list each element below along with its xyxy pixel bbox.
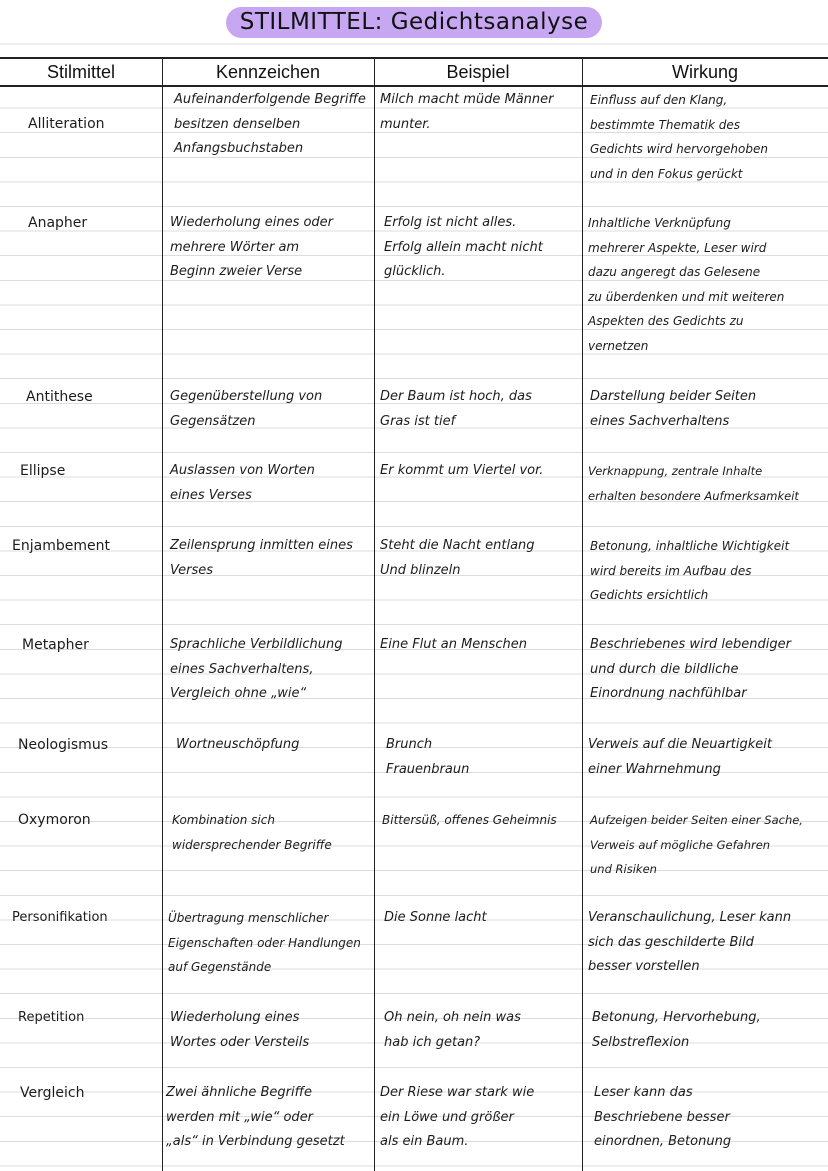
wirkung-cell: Verweis auf die Neuartigkeit einer Wahrnehmung	[588, 737, 772, 777]
term-ellipse: Ellipse	[20, 463, 66, 479]
beispiel-cell: Milch macht müde Männer munter.	[380, 92, 554, 132]
beispiel-cell: Der Riese war stark wie ein Löwe und größer als ein Baum.	[380, 1085, 535, 1150]
wirkung-cell: Betonung, Hervorhebung, Selbstreflexion	[592, 1010, 761, 1050]
wirkung-cell: Aufzeigen beider Seiten einer Sache, Verweis auf mögliche Gefahren und Risiken	[590, 813, 803, 877]
beispiel-cell: Der Baum ist hoch, das Gras ist tief	[380, 389, 532, 429]
kennzeichen-cell: Gegenüberstellung von Gegensätzen	[170, 389, 323, 429]
title-bar	[0, 4, 828, 38]
kennzeichen-cell: Kombination sich widersprechender Begriffe	[172, 813, 332, 852]
beispiel-cell: Oh nein, oh nein was hab ich getan?	[384, 1010, 521, 1050]
beispiel-cell: Die Sonne lacht	[384, 910, 487, 925]
term-vergleich: Vergleich	[20, 1085, 85, 1101]
term-metapher: Metapher	[22, 637, 89, 653]
header-kennzeichen: Kennzeichen	[215, 62, 321, 82]
beispiel-cell: Er kommt um Viertel vor.	[380, 463, 544, 478]
kennzeichen-cell: Wiederholung eines oder mehrere Wörter am Beginn zweier Verse	[170, 215, 334, 280]
kennzeichen-cell: Aufeinanderfolgende Begriffe besitzen denselben Anfangsbuchstaben	[174, 92, 366, 157]
kennzeichen-cell: Auslassen von Worten eines Verses	[170, 463, 315, 503]
header-wirkung: Wirkung	[671, 62, 738, 82]
wirkung-cell: Einfluss auf den Klang, bestimmte Thematik des Gedichts wird hervorgehoben und in den Fokus gerückt	[590, 93, 768, 181]
kennzeichen-cell: Wortneuschöpfung	[176, 737, 300, 752]
header-beispiel: Beispiel	[446, 62, 510, 82]
table-header	[0, 57, 828, 87]
beispiel-cell: Steht die Nacht entlang Und blinzeln	[380, 538, 535, 578]
wirkung-cell: Darstellung beider Seiten eines Sachverhaltens	[590, 389, 757, 429]
wirkung-cell: Veranschaulichung, Leser kann sich das geschilderte Bild besser vorstellen	[588, 910, 792, 975]
term-antithese: Antithese	[26, 389, 93, 405]
wirkung-cell: Leser kann das Beschriebene besser einordnen, Betonung	[594, 1085, 732, 1150]
beispiel-cell: Eine Flut an Menschen	[380, 637, 527, 652]
kennzeichen-cell: Sprachliche Verbildlichung eines Sachverhaltens, Vergleich ohne „wie“	[170, 637, 343, 702]
wirkung-cell: Betonung, inhaltliche Wichtigkeit wird bereits im Aufbau des Gedichts ersichtlich	[590, 539, 790, 603]
wirkung-cell: Inhaltliche Verknüpfung mehrerer Aspekte, Leser wird dazu angeregt das Gelesene zu überdenken und mit weiteren Aspekten des Gedichts zu vernetzen	[588, 216, 785, 353]
page-title: STILMITTEL: Gedichtsanalyse	[226, 7, 603, 38]
kennzeichen-cell: Wiederholung eines Wortes oder Versteils	[170, 1010, 310, 1050]
header-stilmittel: Stilmittel	[46, 62, 115, 82]
wirkung-cell: Beschriebenes wird lebendiger und durch die bildliche Einordnung nachfühlbar	[590, 637, 791, 702]
term-anapher: Anapher	[28, 215, 88, 231]
term-alliteration: Alliteration	[28, 116, 105, 132]
term-oxymoron: Oxymoron	[18, 812, 91, 828]
beispiel-cell: Brunch Frauenbraun	[386, 737, 470, 777]
column-divider	[162, 57, 163, 1171]
kennzeichen-cell: Zwei ähnliche Begriffe werden mit „wie“ oder „als“ in Verbindung gesetzt	[166, 1085, 345, 1150]
column-divider	[374, 57, 375, 1171]
beispiel-cell: Bittersüß, offenes Geheimnis	[382, 813, 557, 827]
term-neologismus: Neologismus	[18, 737, 108, 753]
term-personifikation: Personifikation	[12, 910, 108, 925]
term-enjambement: Enjambement	[12, 538, 110, 554]
wirkung-cell: Verknappung, zentrale Inhalte erhalten besondere Aufmerksamkeit	[588, 464, 799, 503]
kennzeichen-cell: Zeilensprung inmitten eines Verses	[170, 538, 353, 578]
term-repetition: Repetition	[18, 1010, 85, 1025]
kennzeichen-cell: Übertragung menschlicher Eigenschaften oder Handlungen auf Gegenstände	[168, 911, 361, 975]
beispiel-cell: Erfolg ist nicht alles. Erfolg allein macht nicht glücklich.	[384, 215, 543, 280]
column-divider	[582, 57, 583, 1171]
